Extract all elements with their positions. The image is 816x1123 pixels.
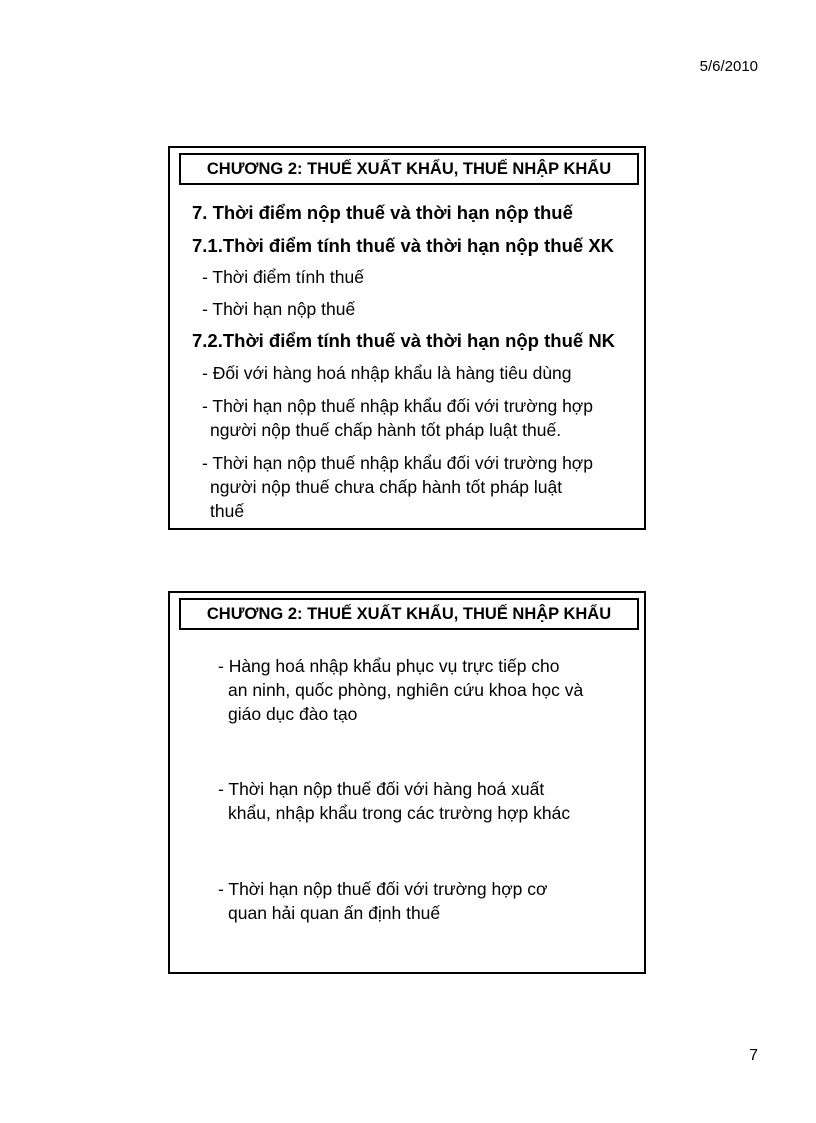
paragraph-line: - Thời hạn nộp thuế đối với trường hợp cơ <box>218 879 548 899</box>
bullet-continuation: thuế <box>210 501 245 521</box>
bullet-item: - Thời điểm tính thuế <box>202 267 364 287</box>
slide-2-title: CHƯƠNG 2: THUẾ XUẤT KHẨU, THUẾ NHẬP KHẨU <box>179 598 639 630</box>
paragraph-line: an ninh, quốc phòng, nghiên cứu khoa học và <box>228 680 584 700</box>
subsection-heading: 7.2.Thời điểm tính thuế và thời hạn nộp thuế NK <box>192 330 616 351</box>
bullet-continuation: người nộp thuế chưa chấp hành tốt pháp luật <box>210 477 563 497</box>
bullet-item: - Thời hạn nộp thuế nhập khẩu đối với trường hợp <box>202 396 594 416</box>
bullet-paragraph <box>218 877 620 925</box>
paragraph-line: quan hải quan ấn định thuế <box>228 903 441 923</box>
slide-2 <box>168 591 646 974</box>
bullet-paragraph <box>218 777 620 825</box>
paragraph-line: khẩu, nhập khẩu trong các trường hợp khác <box>228 803 571 823</box>
slide-1 <box>168 146 646 530</box>
paragraph-line: - Thời hạn nộp thuế đối với hàng hoá xuất <box>218 779 545 799</box>
page-number: 7 <box>749 1047 758 1064</box>
bullet-item: - Thời hạn nộp thuế <box>202 299 356 319</box>
bullet-item: - Đối với hàng hoá nhập khẩu là hàng tiêu dùng <box>202 363 572 383</box>
bullet-continuation: người nộp thuế chấp hành tốt pháp luật thuế. <box>210 420 562 440</box>
bullet-paragraph <box>218 654 620 726</box>
subsection-heading: 7.1.Thời điểm tính thuế và thời hạn nộp thuế XK <box>192 235 615 256</box>
bullet-item: - Thời hạn nộp thuế nhập khẩu đối với trường hợp <box>202 453 594 473</box>
page-date: 5/6/2010 <box>699 58 758 75</box>
paragraph-line: - Hàng hoá nhập khẩu phục vụ trực tiếp cho <box>218 656 560 676</box>
section-heading: 7. Thời điểm nộp thuế và thời hạn nộp thuế <box>192 202 573 223</box>
slide-1-title: CHƯƠNG 2: THUẾ XUẤT KHẨU, THUẾ NHẬP KHẨU <box>179 153 639 185</box>
paragraph-line: giáo dục đào tạo <box>228 704 358 724</box>
